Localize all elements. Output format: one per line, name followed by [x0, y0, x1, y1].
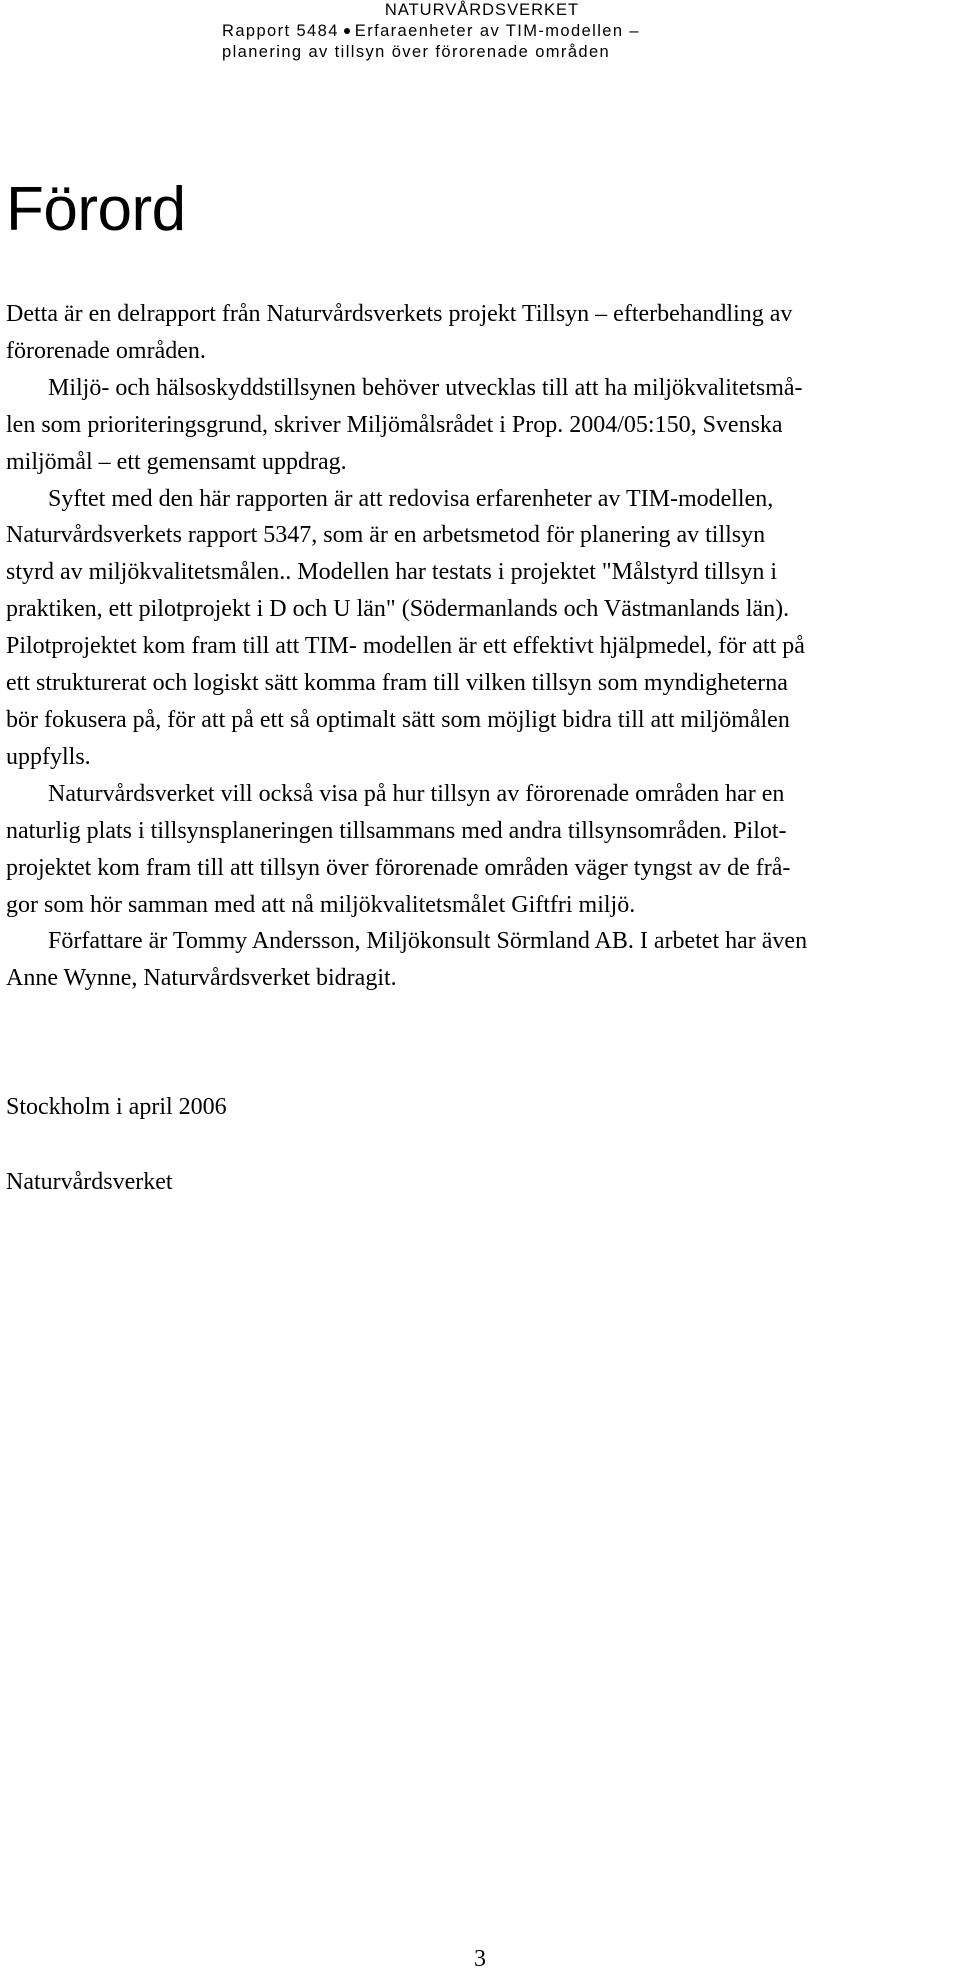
- paragraph-purpose: Syftet med den här rapporten är att redovisa erfarenheter av TIM-modellen, Naturvårdsverkets rapport 5347, som är en arbetsmetod för planering av tillsyn styrd av miljökvalitetsmålen.. Modellen har testats i projektet "Målstyrd tillsyn i praktiken, ett pilotprojekt i D och U län" (Södermanlands och Västmanlands län).: [6, 485, 790, 623]
- header-report-title-part2: planering av tillsyn över förorenade områden: [222, 43, 611, 61]
- page-number: 3: [474, 1946, 486, 1972]
- paragraph-pilot-result: Pilotprojektet kom fram till att TIM- modellen är ett effektivt hjälpmedel, för att på ett strukturerat och logiskt sätt komma fram till vilken tillsyn som myndigheterna bör fokusera på, för att på ett så optimalt sätt som möjligt bidra till att miljömålen uppfylls.: [6, 633, 805, 770]
- paragraph-environmental-goals: Miljö- och hälsoskyddstillsynen behöver utvecklas till att ha miljökvalitetsmå- len som prioriteringsgrund, skriver Miljömålsrådet i Prop. 2004/05:150, Svenska miljömål – ett gemensamt uppdrag.: [6, 374, 803, 475]
- paragraph-authors: Författare är Tommy Andersson, Miljökonsult Sörmland AB. I arbetet har även Anne Wynne, Naturvårdsverket bidragit.: [6, 928, 808, 992]
- bullet-icon: [344, 28, 350, 34]
- signature: Naturvårdsverket: [6, 1169, 173, 1195]
- header-report-line: [222, 21, 742, 42]
- header-report-title-part1: Erfaraenheter av TIM-modellen –: [354, 22, 641, 40]
- page-title: Förord: [6, 175, 186, 244]
- paragraph-contaminated-areas: Naturvårdsverket vill också visa på hur tillsyn av förorenade områden har en naturlig plats i tillsynsplaneringen tillsammans med andra tillsynsområden. Pilot- projektet kom fram till att tillsyn över förorenade områden väger tyngst av de frå- gor som hör samman med att nå miljökvalitetsmålet Giftfri miljö.: [6, 780, 791, 918]
- header-report-number: Rapport 5484: [222, 22, 339, 40]
- place-date: Stockholm i april 2006: [6, 1094, 227, 1120]
- header-organization: NATURVÅRDSVERKET: [384, 1, 580, 19]
- running-header: [222, 0, 742, 63]
- paragraph-intro: Detta är en delrapport från Naturvårdsverkets projekt Tillsyn – efterbehandling av förorenade områden.: [6, 301, 793, 364]
- foreword-body: [6, 296, 954, 997]
